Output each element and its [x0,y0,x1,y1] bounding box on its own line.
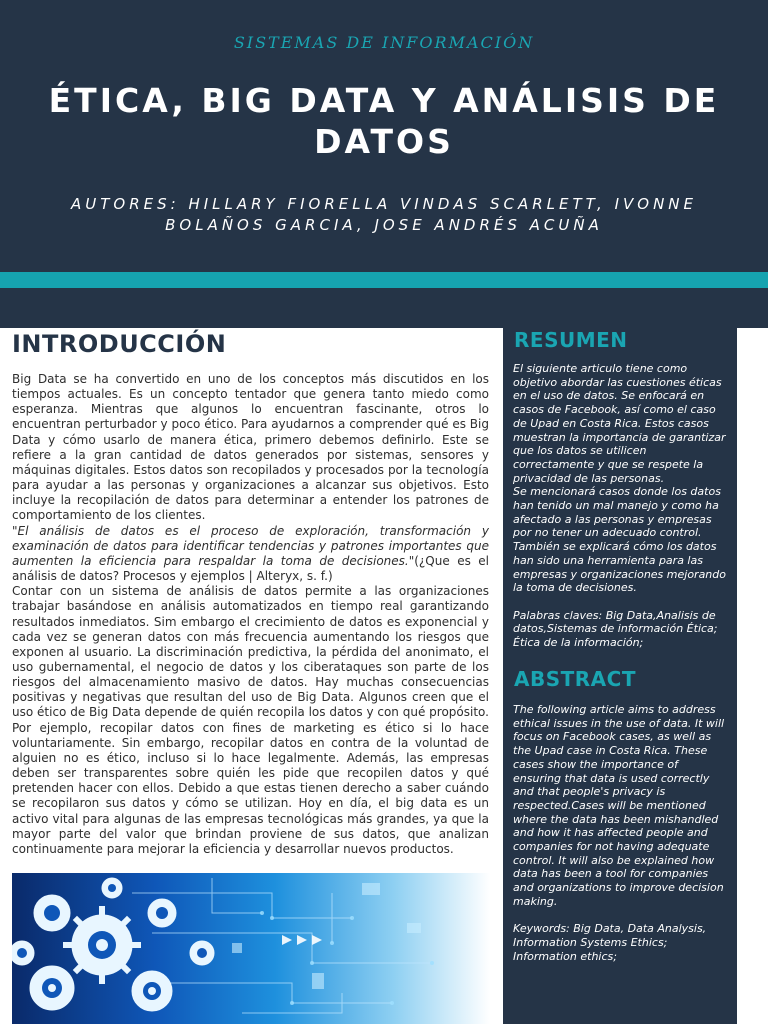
resumen-paragraph-2: Se mencionará casos donde los datos han tenido un mal manejo y como ha afectado a las personas y empresas por no tener un adecuado control. También se explicará cómo los datos han sido una herramienta para las empresas y organizaciones mejorando la toma de decisiones. [513,485,726,595]
resumen-heading: RESUMEN [514,328,628,352]
intro-paragraph-2: Contar con un sistema de análisis de datos permite a las organizaciones trabajar basándose en análisis automatizados en tiempo real garantizando resultados inmediatos. Sim embargo el crecimiento de datos es exponencial y cada vez se generan datos con más frecuencia aumentando los riesgos que exponen al usuario. La discriminación predictiva, la pérdida del anonimato, el uso gubernamental, el negocio de datos y los ciberataques son parte de los riesgos del almacenamiento masivo de datos. Hay muchas consecuencias positivas y negativas que resultan del uso de Big Data. Algunos creen que el uso ético de Big Data depende de quién recopila los datos y con qué propósito. Por ejemplo, recopilar datos con fines de marketing es ético si lo hace voluntariamente. Sin embargo, recopilar datos en contra de la voluntad de alguien no es ético, incluso si lo hace legalmente. Además, las empresas deben ser transparentes sobre quién les pide que recopilen datos y qué pretenden hacer con ellos. Debido a que estas tienen derecho a saber cuándo se recopilaron sus datos y cómo se utilizan. Hoy en día, el big data es un activo vital para algunas de las empresas tecnológicas más grandes, ya que la mayor parte del valor que brindan proviene de sus datos, que analizan continuamente para mejorar la eficiencia y desarrollar nuevos productos. [12,584,489,856]
abstract-keywords: Keywords: Big Data, Data Analysis, Information Systems Ethics; Information ethics; [513,922,707,963]
resumen-body [513,362,729,650]
gears-technology-image [12,873,490,1024]
authors-line: AUTORES: HILLARY FIORELLA VINDAS SCARLETT, IVONNE BOLAÑOS GARCIA, JOSE ANDRÉS ACUÑA [71,195,697,234]
gears-illustration [12,873,490,1024]
sidebar-panel [503,328,737,1024]
header-banner [0,0,768,328]
resumen-paragraph-1: El siguiente articulo tiene como objetivo abordar las cuestiones éticas en el uso de datos. Se enfocará en casos de Facebook, así como el caso de Upad en Costa Rica. Estos casos muestran la importancia de garantizar que los datos se utilicen correctamente y que se respete la privacidad de las personas. [513,362,726,485]
subject-label: SISTEMAS DE INFORMACIÓN [233,33,535,52]
abstract-paragraph: The following article aims to address ethical issues in the use of data. It will focus on Facebook cases, as well as the Upad case in Costa Rica. These cases show the importance of ensuring that data is used correctly and that people's privacy is respected.Cases will be mentioned where the data has been mishandled and how it has affected people and companies for not having adequate control. It will also be explained how data has been a tool for companies and organizations to improve decision making. [513,703,725,908]
teal-divider-band [0,272,768,288]
intro-quote-paragraph [12,524,489,585]
intro-paragraph-1: Big Data se ha convertido en uno de los conceptos más discutidos en los tiempos actuales. Es un concepto tentador que genera tanto miedo como esperanza. Mientras que algunos lo encuentran fascinante, otros lo encuentran perturbador y poco ético. Para ayudarnos a comprender qué es Big Data y cómo usarlo de manera ética, primero debemos definirlo. Este se refiere a la gran cantidad de datos generados por sistemas, sensores y máquinas digitales. Estos datos son recopilados y procesados por la tecnología para ayudar a las personas y organizaciones a alcanzar sus objetivos. Esto incluye la recopilación de datos para determinar a entender los patrones de comportamiento de los clientes. [12,372,489,523]
abstract-heading: ABSTRACT [514,667,636,691]
introduction-heading: INTRODUCCIÓN [12,330,227,358]
intro-citation: (¿Que es el análisis de datos? Procesos y ejemplos | Alteryx, s. f.) [12,553,489,584]
introduction-body [12,372,489,857]
abstract-body [513,703,729,963]
page-title: ÉTICA, BIG DATA Y ANÁLISIS DE DATOS [48,81,720,161]
resumen-keywords: Palabras claves: Big Data,Analisis de datos,Sistemas de información Ética; Ética de la información; [513,608,718,650]
intro-quote: "El análisis de datos es el proceso de exploración, transformación y examinación de datos para identificar tendencias y patrones importantes que aumenten la eficiencia para respaldar la toma de decisiones." [12,523,489,568]
